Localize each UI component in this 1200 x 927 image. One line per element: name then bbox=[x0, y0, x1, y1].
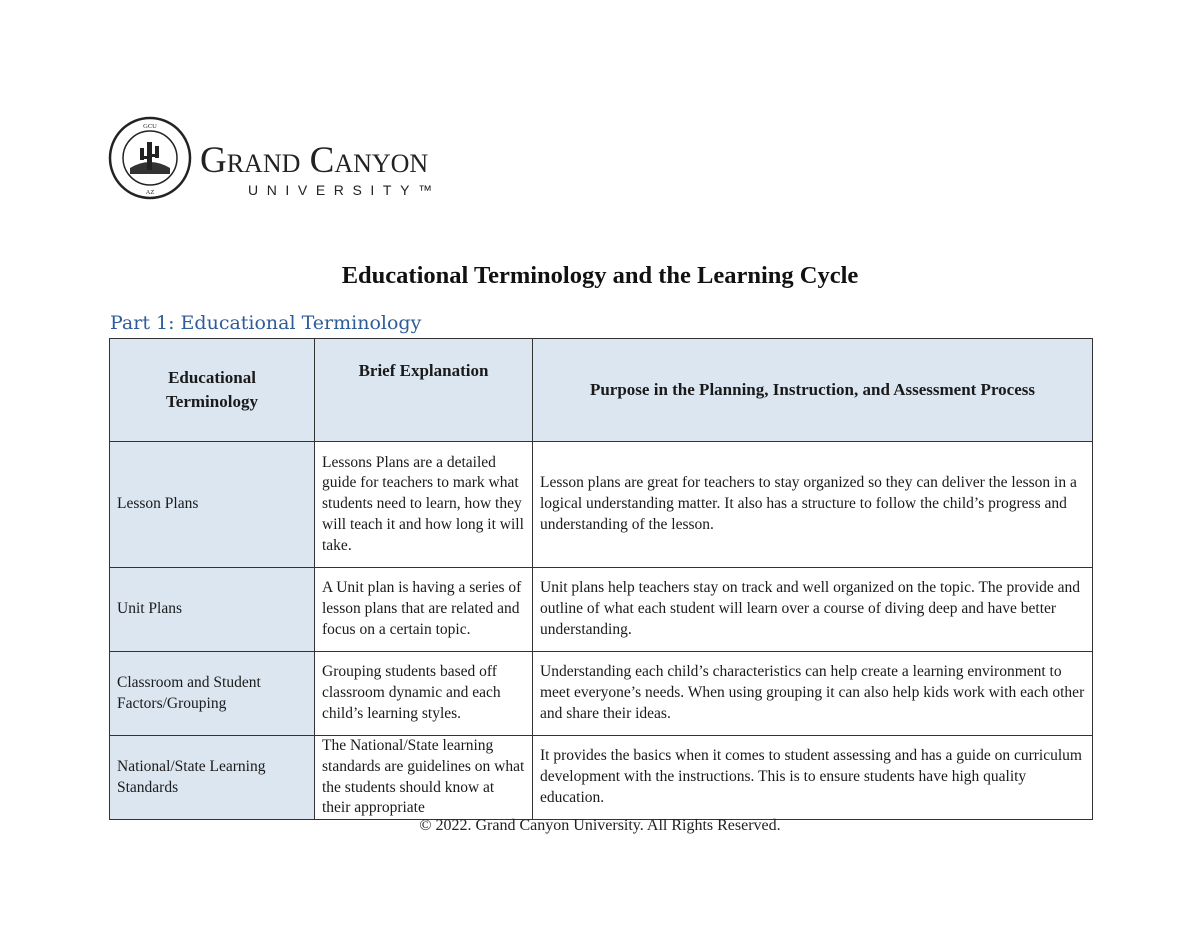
purpose-cell: Lesson plans are great for teachers to stay organized so they can deliver the lesson in a logical understanding matter. It also has a structure to follow the child’s progress and understanding of the lesson. bbox=[533, 442, 1093, 568]
university-seal-icon bbox=[108, 116, 192, 200]
header-explanation: Brief Explanation bbox=[315, 339, 533, 442]
logo-subtitle: UNIVERSITY™ bbox=[248, 182, 441, 198]
svg-text:AZ: AZ bbox=[145, 189, 155, 196]
explanation-text: The National/State learning standards are guidelines on what the students should know at their appropriate bbox=[322, 737, 525, 817]
term-cell: Lesson Plans bbox=[110, 442, 315, 568]
university-logo bbox=[108, 116, 488, 202]
table-row bbox=[110, 568, 1093, 652]
part-heading: Part 1: Educational Terminology bbox=[110, 312, 422, 334]
table-header-row bbox=[110, 339, 1093, 442]
explanation-cell: A Unit plan is having a series of lesson plans that are related and focus on a certain topic. bbox=[315, 568, 533, 652]
svg-text:GCU: GCU bbox=[143, 123, 157, 130]
copyright-footer: © 2022. Grand Canyon University. All Rights Reserved. bbox=[419, 817, 781, 834]
purpose-cell: Unit plans help teachers stay on track and well organized on the topic. The provide and outline of what each student will learn over a course of diving deep and have better understanding. bbox=[533, 568, 1093, 652]
terminology-table bbox=[109, 338, 1093, 820]
table-row bbox=[110, 442, 1093, 568]
table-row bbox=[110, 652, 1093, 736]
purpose-cell: It provides the basics when it comes to student assessing and has a guide on curriculum development with the instructions. This is to ensure students have high quality education. bbox=[533, 736, 1093, 820]
purpose-cell: Understanding each child’s characteristics can help create a learning environment to meet everyone’s needs. When using grouping it can also help kids work with each other and share their ideas. bbox=[533, 652, 1093, 736]
header-purpose: Purpose in the Planning, Instruction, and Assessment Process bbox=[533, 339, 1093, 442]
explanation-cell: Grouping students based off classroom dynamic and each child’s learning styles. bbox=[315, 652, 533, 736]
document-title: Educational Terminology and the Learning Cycle bbox=[341, 262, 859, 289]
explanation-cell bbox=[315, 736, 533, 820]
explanation-cell: Lessons Plans are a detailed guide for teachers to mark what students need to learn, how they will teach it and how long it will take. bbox=[315, 442, 533, 568]
header-terminology: Educational Terminology bbox=[110, 339, 315, 442]
term-cell: Classroom and Student Factors/Grouping bbox=[110, 652, 315, 736]
table-row bbox=[110, 736, 1093, 820]
term-cell: Unit Plans bbox=[110, 568, 315, 652]
logo-wordmark: Grand Canyon bbox=[200, 140, 429, 181]
term-cell: National/State Learning Standards bbox=[110, 736, 315, 820]
